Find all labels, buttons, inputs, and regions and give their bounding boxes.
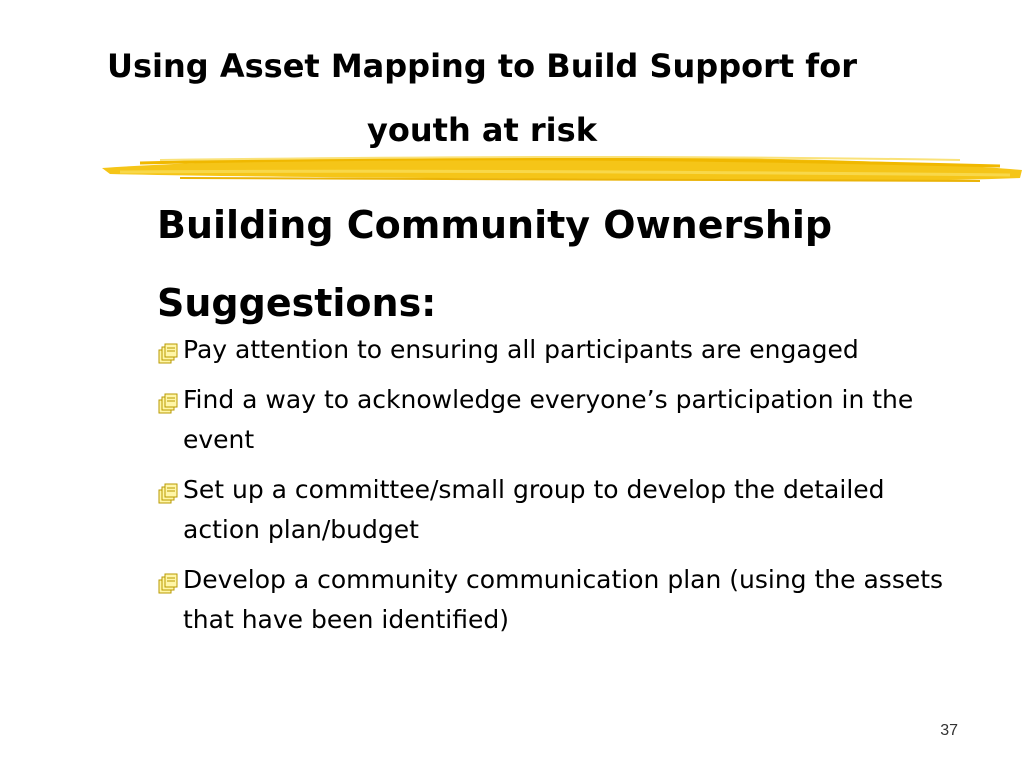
subtitle-line-1: Building Community Ownership (157, 203, 833, 247)
list-item (157, 470, 957, 550)
title-line-1: Using Asset Mapping to Build Support for (107, 47, 857, 85)
stacked-papers-icon (157, 391, 181, 415)
stacked-papers-icon (157, 341, 181, 365)
list-item-text: Pay attention to ensuring all participants are engaged (183, 335, 859, 364)
page-number: 37 (940, 722, 958, 739)
list-item-text: Find a way to acknowledge everyone’s participation in the event (183, 385, 914, 454)
stacked-papers-icon (157, 571, 181, 595)
list-item (157, 330, 957, 370)
subtitle-line-2: Suggestions: (157, 281, 437, 325)
list-item (157, 380, 957, 460)
stacked-papers-icon (157, 481, 181, 505)
slide-subtitle (157, 186, 957, 342)
list-item (157, 560, 957, 640)
list-item-text: Develop a community communication plan (using the assets that have been identified) (183, 565, 944, 634)
title-line-2: youth at risk (367, 111, 597, 149)
list-item-text: Set up a committee/small group to develop the detailed action plan/budget (183, 475, 885, 544)
bullet-list (157, 330, 957, 650)
brush-stroke-divider (100, 148, 1024, 188)
slide-title (40, 34, 924, 162)
